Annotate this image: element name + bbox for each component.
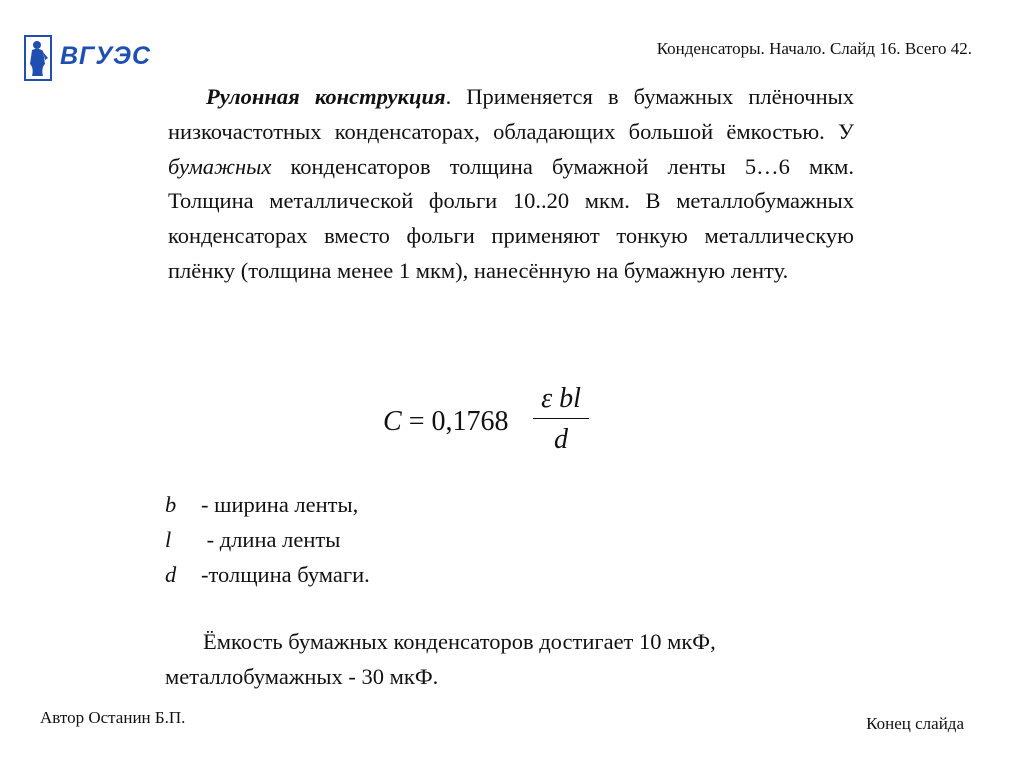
legend-symbol: l [165,527,172,552]
legend-row-l [165,522,370,557]
logo [24,34,152,84]
author-credit: Автор Останин Б.П. [40,708,186,727]
legend-text: - длина ленты [201,527,341,552]
closing-paragraph [165,624,865,694]
closing-line-2: металлобумажных - 30 мкФ. [165,664,439,689]
end-slide-link[interactable]: Конец слайда [866,714,964,733]
header-navigation [657,39,972,59]
formula-variable-c: C [383,406,402,437]
formula-coefficient: 0,1768 [431,406,509,437]
formula-equals: = [408,406,425,437]
fraction-bar [533,418,589,419]
formula-numerator: ε bl [541,383,581,414]
legend-row-d [165,557,370,592]
formula-denominator: d [554,424,568,455]
logo-text: ВГУЭС [60,42,152,70]
variable-legend [165,487,370,592]
paragraph-part-2: конденсаторов толщина бумажной ленты 5…6 мкм. Толщина металлической фольги 10..20 мкм. В металлобумажных конденсаторах вместо фольги применяют тонкую металлическую плёнку (толщина менее 1 мкм), нанесённую на бумажную ленту. [168,153,854,283]
closing-line-1 [165,624,865,659]
italic-word: бумажных [168,153,272,179]
paragraph-part-1: . Применяется в бумажных плёночных низкочастотных конденсаторах, обладающих большой ёмкостью. У [168,84,855,144]
legend-symbol: d [165,562,177,587]
legend-symbol: b [165,492,177,517]
term-heading: Рулонная конструкция [206,84,446,109]
formula-fraction [533,384,589,455]
total-slides: Всего 42. [904,39,972,58]
header-title: Конденсаторы. [656,39,765,58]
legend-text: -толщина бумаги. [201,562,370,587]
legend-text: - ширина ленты, [201,492,359,517]
formula-lhs [383,406,508,438]
start-link[interactable]: Начало. [769,39,826,58]
main-paragraph [168,80,854,289]
slide-number: Слайд 16. [829,39,901,58]
institute-emblem-icon [24,34,52,82]
legend-row-b [165,487,370,522]
closing-text-1: Ёмкость бумажных конденсаторов достигает 10 мкФ, [203,629,716,654]
